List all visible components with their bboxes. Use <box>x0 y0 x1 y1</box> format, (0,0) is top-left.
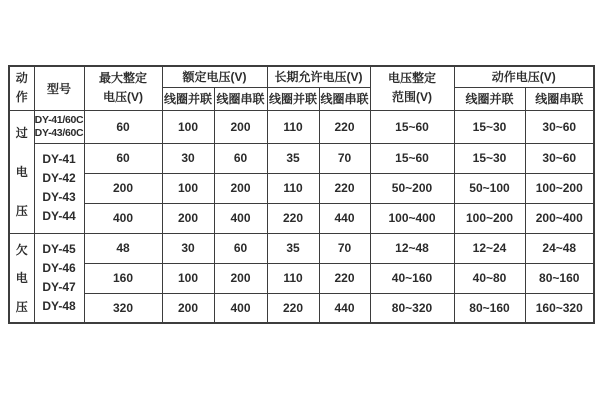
header-max-setting-voltage <box>84 66 162 110</box>
header-setting-range-line2: 范围(V) <box>392 90 432 105</box>
model-line-4: DY-48 <box>42 298 76 313</box>
action-cell-overvoltage <box>9 110 34 233</box>
value-cell: 15~30 <box>454 110 525 143</box>
value-cell: 60 <box>84 110 162 143</box>
value-cell: 60 <box>214 233 267 263</box>
header-action <box>9 66 34 110</box>
overvoltage-char-3: 压 <box>15 204 28 219</box>
value-cell: 320 <box>84 293 162 323</box>
value-cell: 220 <box>267 203 319 233</box>
table-row-6 <box>9 263 594 293</box>
header-action-line2: 作 <box>15 90 28 105</box>
value-cell: 100~200 <box>454 203 525 233</box>
model-cell-dy41-60c <box>34 110 84 143</box>
value-cell: 60 <box>84 143 162 173</box>
value-cell: 440 <box>319 293 370 323</box>
header-longterm-coil-series: 线圈串联 <box>319 87 370 110</box>
header-longterm-voltage-group: 长期允许电压(V) <box>267 66 370 87</box>
model-line-3: DY-43 <box>42 190 76 204</box>
header-setting-range-line1: 电压整定 <box>387 71 436 86</box>
header-operate-coil-series: 线圈串联 <box>525 87 594 110</box>
value-cell: 200 <box>214 110 267 143</box>
value-cell: 200 <box>162 203 214 233</box>
table-row-2 <box>9 143 594 173</box>
value-cell: 110 <box>267 110 319 143</box>
value-cell: 160 <box>84 263 162 293</box>
undervoltage-label <box>10 235 34 321</box>
model-cell-dy45-48 <box>34 233 84 323</box>
header-operate-coil-parallel: 线圈并联 <box>454 87 525 110</box>
header-rated-voltage-group: 额定电压(V) <box>162 66 267 87</box>
value-cell: 35 <box>267 233 319 263</box>
header-max-setting-line1: 最大整定 <box>98 71 147 86</box>
header-longterm-coil-parallel: 线圈并联 <box>267 87 319 110</box>
value-cell: 200 <box>214 263 267 293</box>
overvoltage-char-2: 电 <box>15 164 28 179</box>
value-cell: 400 <box>214 203 267 233</box>
header-model: 型号 <box>34 66 84 110</box>
model-line-2: DY-46 <box>42 260 76 275</box>
model-cell-dy41-44 <box>34 143 84 233</box>
value-cell: 200 <box>162 293 214 323</box>
value-cell: 110 <box>267 173 319 203</box>
value-cell: 12~24 <box>454 233 525 263</box>
undervoltage-char-3: 压 <box>15 299 28 314</box>
value-cell: 70 <box>319 143 370 173</box>
value-cell: 400 <box>214 293 267 323</box>
value-cell: 48 <box>84 233 162 263</box>
value-cell: 400 <box>84 203 162 233</box>
value-cell: 12~48 <box>370 233 454 263</box>
value-cell: 100~200 <box>525 173 594 203</box>
table-row-3 <box>9 173 594 203</box>
model-line-3: DY-47 <box>42 279 76 294</box>
header-action-line1: 动 <box>15 71 28 86</box>
header-max-setting-line2: 电压(V) <box>103 90 143 105</box>
header-group-row <box>9 66 594 87</box>
header-rated-coil-series: 线圈串联 <box>214 87 267 110</box>
relay-spec-table <box>8 65 595 324</box>
undervoltage-char-1: 欠 <box>15 242 28 257</box>
overvoltage-char-1: 过 <box>15 125 28 140</box>
value-cell: 100~400 <box>370 203 454 233</box>
value-cell: 35 <box>267 143 319 173</box>
action-cell-undervoltage <box>9 233 34 323</box>
value-cell: 160~320 <box>525 293 594 323</box>
value-cell: 60 <box>214 143 267 173</box>
value-cell: 40~80 <box>454 263 525 293</box>
header-rated-coil-parallel: 线圈并联 <box>162 87 214 110</box>
value-cell: 24~48 <box>525 233 594 263</box>
value-cell: 30 <box>162 143 214 173</box>
value-cell: 30 <box>162 233 214 263</box>
value-cell: 80~160 <box>525 263 594 293</box>
value-cell: 30~60 <box>525 143 594 173</box>
value-cell: 15~60 <box>370 143 454 173</box>
model-line-1: DY-41 <box>42 152 76 166</box>
value-cell: 100 <box>162 110 214 143</box>
table-row-4 <box>9 203 594 233</box>
value-cell: 100 <box>162 173 214 203</box>
value-cell: 40~160 <box>370 263 454 293</box>
table-row-5 <box>9 233 594 263</box>
value-cell: 220 <box>267 293 319 323</box>
value-cell: 220 <box>319 263 370 293</box>
value-cell: 15~30 <box>454 143 525 173</box>
value-cell: 70 <box>319 233 370 263</box>
header-setting-range <box>370 66 454 110</box>
model-line-1: DY-41/60C <box>34 113 84 126</box>
value-cell: 50~200 <box>370 173 454 203</box>
value-cell: 440 <box>319 203 370 233</box>
value-cell: 100 <box>162 263 214 293</box>
table-row-7 <box>9 293 594 323</box>
value-cell: 220 <box>319 110 370 143</box>
model-line-2: DY-42 <box>42 171 76 185</box>
value-cell: 200 <box>84 173 162 203</box>
overvoltage-label <box>10 113 34 231</box>
undervoltage-char-2: 电 <box>15 271 28 286</box>
model-line-2: DY-43/60C <box>34 126 84 139</box>
value-cell: 200~400 <box>525 203 594 233</box>
value-cell: 50~100 <box>454 173 525 203</box>
value-cell: 220 <box>319 173 370 203</box>
table-row-1 <box>9 110 594 143</box>
header-operate-voltage-group: 动作电压(V) <box>454 66 594 87</box>
value-cell: 200 <box>214 173 267 203</box>
value-cell: 110 <box>267 263 319 293</box>
value-cell: 15~60 <box>370 110 454 143</box>
model-line-1: DY-45 <box>42 241 76 256</box>
value-cell: 80~160 <box>454 293 525 323</box>
value-cell: 80~320 <box>370 293 454 323</box>
value-cell: 30~60 <box>525 110 594 143</box>
relay-spec-table-container <box>8 65 595 324</box>
model-line-4: DY-44 <box>42 209 76 223</box>
